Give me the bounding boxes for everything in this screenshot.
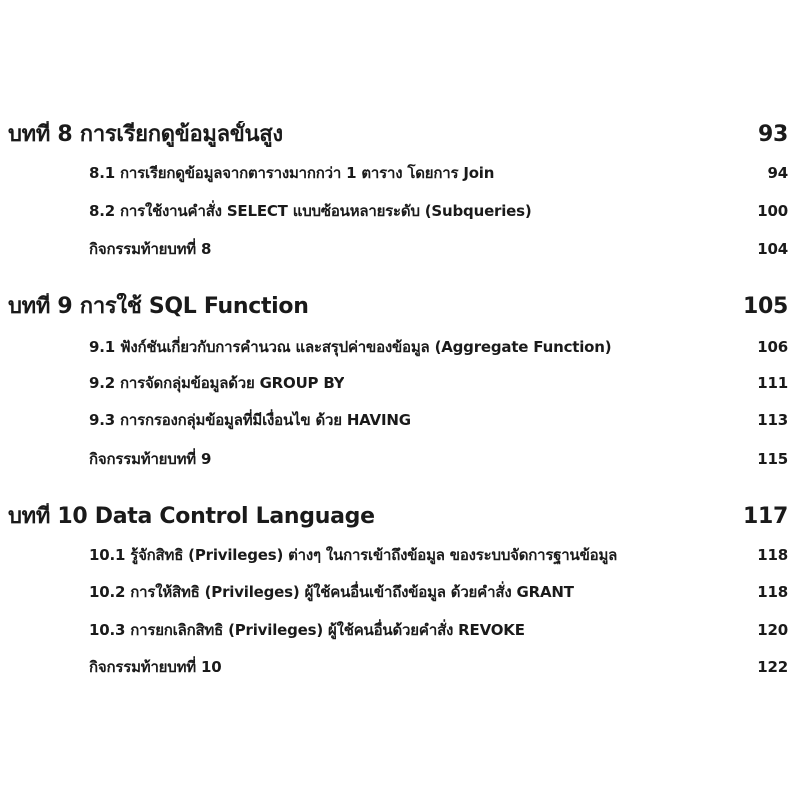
- toc-entry-10-1: [89, 544, 788, 566]
- entry-title: 10.1 รู้จักสิทธิ (Privileges) ต่างๆ ในการเข้าถึงข้อมูล ของระบบจัดการฐานข้อมูล: [89, 546, 618, 564]
- entry-page-number: 122: [757, 658, 788, 676]
- entry-page-number: 113: [757, 411, 788, 429]
- chapter-heading-8: [8, 121, 788, 149]
- chapter-heading-10: [8, 503, 788, 531]
- chapter-page-number: 93: [757, 122, 788, 147]
- entry-page-number: 120: [757, 621, 788, 639]
- toc-entry-10-3: [89, 619, 788, 641]
- toc-entry-8-activity: [89, 238, 788, 260]
- entry-title: 10.2 การให้สิทธิ (Privileges) ผู้ใช้คนอื่นเข้าถึงข้อมูล ด้วยคำสั่ง GRANT: [89, 583, 574, 601]
- entry-title: 10.3 การยกเลิกสิทธิ (Privileges) ผู้ใช้คนอื่นด้วยคำสั่ง REVOKE: [89, 621, 525, 639]
- entry-title: กิจกรรมท้ายบทที่ 8: [89, 240, 212, 258]
- toc-entry-9-activity: [89, 448, 788, 470]
- entry-title: กิจกรรมท้ายบทที่ 9: [89, 450, 212, 468]
- chapter-page-number: 117: [742, 504, 788, 529]
- entry-title: 9.2 การจัดกลุ่มข้อมูลด้วย GROUP BY: [89, 374, 345, 392]
- entry-page-number: 106: [757, 338, 788, 356]
- toc-entry-10-2: [89, 581, 788, 603]
- entry-page-number: 104: [757, 240, 788, 258]
- chapter-title: บทที่ 10 Data Control Language: [8, 504, 375, 529]
- entry-page-number: 115: [757, 450, 788, 468]
- chapter-page-number: 105: [742, 294, 788, 319]
- chapter-title: บทที่ 8 การเรียกดูข้อมูลขั้นสูง: [8, 122, 283, 147]
- entry-title: 9.3 การกรองกลุ่มข้อมูลที่มีเงื่อนไข ด้วย HAVING: [89, 411, 411, 429]
- toc-entry-8-1: [89, 162, 788, 184]
- entry-page-number: 100: [757, 202, 788, 220]
- toc-entry-9-3: [89, 409, 788, 431]
- entry-page-number: 94: [767, 164, 788, 182]
- chapter-title: บทที่ 9 การใช้ SQL Function: [8, 294, 309, 319]
- entry-title: 9.1 ฟังก์ชันเกี่ยวกับการคำนวณ และสรุปค่าของข้อมูล (Aggregate Function): [89, 338, 612, 356]
- toc-entry-10-activity: [89, 656, 788, 678]
- entry-title: 8.1 การเรียกดูข้อมูลจากตารางมากกว่า 1 ตาราง โดยการ Join: [89, 164, 495, 182]
- entry-page-number: 118: [757, 546, 788, 564]
- entry-title: กิจกรรมท้ายบทที่ 10: [89, 658, 222, 676]
- entry-page-number: 111: [757, 374, 788, 392]
- entry-title: 8.2 การใช้งานคำสั่ง SELECT แบบซ้อนหลายระดับ (Subqueries): [89, 202, 532, 220]
- toc-entry-8-2: [89, 200, 788, 222]
- entry-page-number: 118: [757, 583, 788, 601]
- toc-entry-9-2: [89, 372, 788, 394]
- toc-entry-9-1: [89, 336, 788, 358]
- chapter-heading-9: [8, 293, 788, 321]
